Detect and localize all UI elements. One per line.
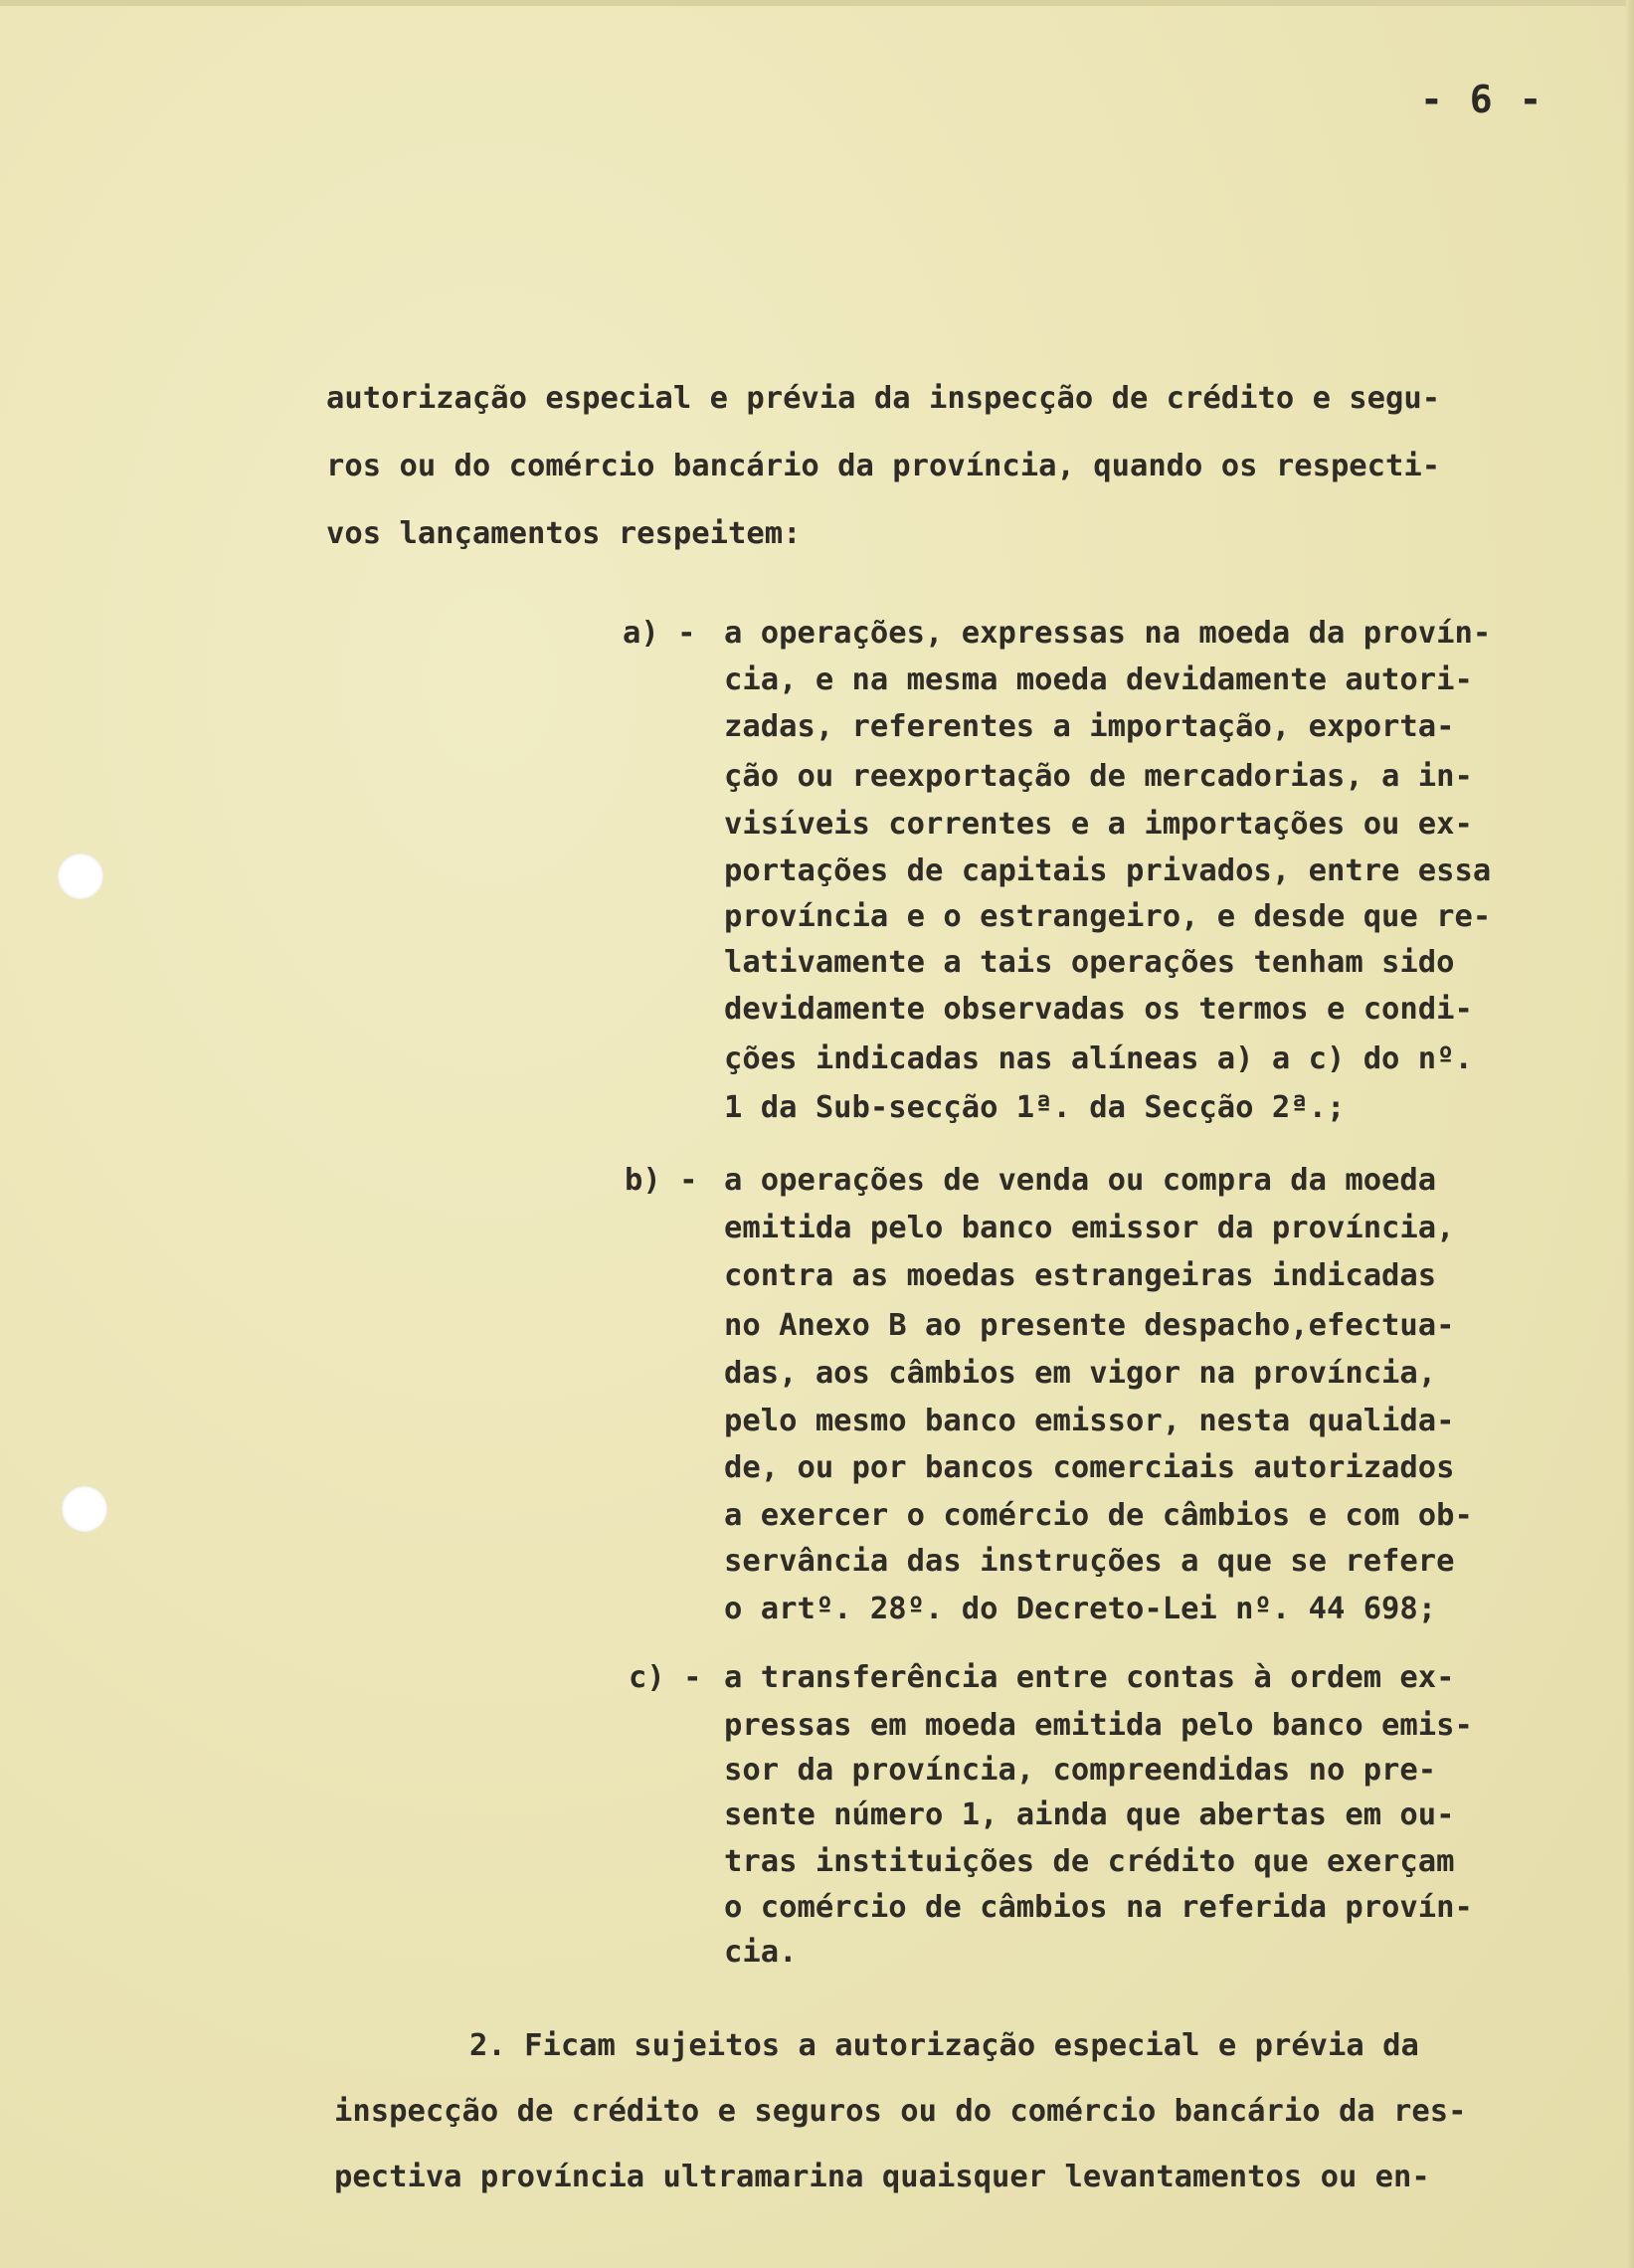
- item-b-line: emitida pelo banco emissor da província,: [724, 1211, 1455, 1245]
- item-a-line: ção ou reexportação de mercadorias, a in-: [724, 759, 1473, 794]
- item-c-line: sor da província, compreendidas no pre-: [724, 1753, 1437, 1788]
- closing-line: inspecção de crédito e seguros ou do comércio bancário da res-: [334, 2094, 1467, 2129]
- item-b-line: servância das instruções a que se refere: [724, 1544, 1455, 1579]
- item-a-line: portações de capitais privados, entre essa: [724, 853, 1492, 888]
- item-b-line: de, ou por bancos comerciais autorizados: [724, 1450, 1455, 1485]
- punch-hole-lower: [62, 1486, 107, 1532]
- item-a-line: a operações, expressas na moeda da provín-: [724, 616, 1492, 651]
- item-b-line: a exercer o comércio de câmbios e com ob-: [724, 1498, 1473, 1533]
- page-number: - 6 -: [1420, 78, 1544, 121]
- item-a-line: visíveis correntes e a importações ou ex-: [724, 807, 1473, 842]
- closing-line: 2. Ficam sujeitos a autorização especial e prévia da: [469, 2028, 1419, 2063]
- item-b-line: o artº. 28º. do Decreto-Lei nº. 44 698;: [724, 1592, 1437, 1626]
- item-b-line: a operações de venda ou compra da moeda: [724, 1163, 1437, 1198]
- paper-top-edge: [0, 0, 1634, 6]
- item-c-line: a transferência entre contas à ordem ex-: [724, 1660, 1455, 1695]
- item-a-line: ções indicadas nas alíneas a) a c) do nº.: [724, 1041, 1473, 1076]
- closing-line: pectiva província ultramarina quaisquer levantamentos ou en-: [334, 2160, 1430, 2194]
- item-b-line: das, aos câmbios em vigor na província,: [724, 1356, 1437, 1391]
- item-b-line: pelo mesmo banco emissor, nesta qualida-: [724, 1404, 1455, 1438]
- item-a-line: cia, e na mesma moeda devidamente autori-: [724, 662, 1473, 697]
- item-c-line: tras instituições de crédito que exerçam: [724, 1844, 1455, 1879]
- item-a-line: devidamente observadas os termos e condi-: [724, 992, 1473, 1027]
- item-a-line: 1 da Sub-secção 1ª. da Secção 2ª.;: [724, 1090, 1346, 1125]
- item-c-line: sente número 1, ainda que abertas em ou-: [724, 1797, 1455, 1832]
- item-c-line: o comércio de câmbios na referida provín-: [724, 1890, 1473, 1925]
- item-marker-b: b) -: [625, 1163, 698, 1198]
- item-c-line: pressas em moeda emitida pelo banco emis-: [724, 1708, 1473, 1743]
- item-marker-c: c) -: [629, 1660, 702, 1695]
- item-b-line: contra as moedas estrangeiras indicadas: [724, 1258, 1437, 1293]
- item-a-line: zadas, referentes a importação, exporta-: [724, 709, 1455, 744]
- intro-line: ros ou do comércio bancário da província, quando os respecti-: [326, 449, 1441, 483]
- item-a-line: província e o estrangeiro, e desde que re-: [724, 899, 1492, 934]
- paper-right-edge: [1626, 0, 1634, 2268]
- punch-hole-upper: [58, 853, 103, 899]
- intro-line: autorização especial e prévia da inspecção de crédito e segu-: [326, 381, 1441, 416]
- item-a-line: lativamente a tais operações tenham sido: [724, 945, 1455, 980]
- item-b-line: no Anexo B ao presente despacho,efectua-: [724, 1308, 1455, 1343]
- item-c-line: cia.: [724, 1935, 798, 1970]
- intro-line: vos lançamentos respeitem:: [326, 516, 802, 551]
- item-marker-a: a) -: [623, 616, 696, 651]
